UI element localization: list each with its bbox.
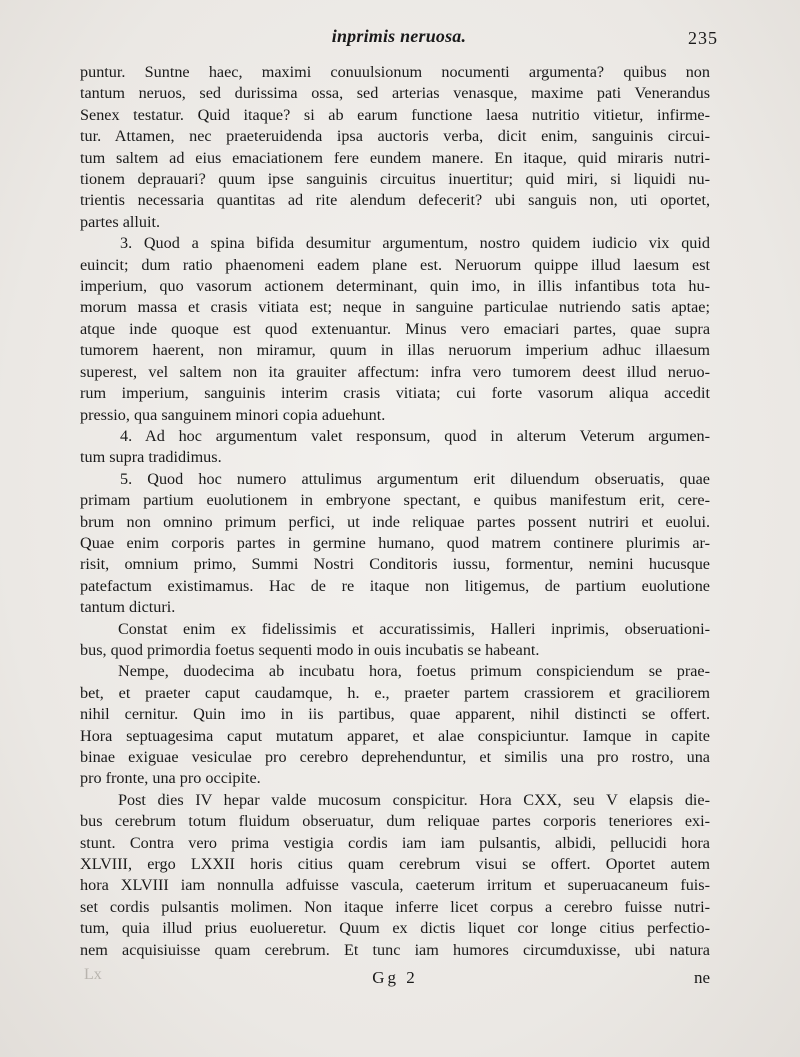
text-line: pro fronte, una pro occipite. [80,769,261,788]
text-line: 4. Ad hoc argumentum valet responsum, quod in alterum Veterum argumen- [120,426,710,445]
text-line: 3. Quod a spina bifida desumitur argumentum, nostro quidem iudicio vix quid [120,234,710,253]
text-line: euincit; dum ratio phaenomeni eadem plane est. Neruorum quippe illud laesum est [80,255,710,274]
text-line: tum saltem ad eius emaciationem fere eundem manere. En itaque, quid miraris nutri- [80,148,710,167]
running-head: inprimis neruosa. [331,26,467,46]
text-line: nem acquisiuisse quam cerebrum. Et tunc iam humores circumduxisse, ubi natura [80,940,710,959]
text-line: Quae enim corporis partes in germine humano, quod matrem continere plurimis ar- [80,533,710,552]
text-line: bet, et praeter caput caudamque, h. e., praeter partem crassiorem et graciliorem [80,683,710,702]
text-line: 5. Quod hoc numero attulimus argumentum erit diluendum obseruatis, quae [120,469,710,488]
text-line: Hora septuagesima caput mutatum apparet, et alae conspiciuntur. Iamque in capite [80,726,710,745]
text-line: binae exiguae vesiculae pro cerebro deprehenduntur, et similis una pro rostro, una [80,748,710,766]
text-line: Senex testatur. Quid itaque? si ab earum functione laesa nutritio vitietur, infirme- [80,105,710,124]
text-line: tantum dicturi. [80,598,176,617]
text-line: tur. Attamen, nec praeteruidenda ipsa auctoris verba, dicit enim, sanguinis circui- [80,127,710,146]
text-line: superest, vel saltem non ita grauiter affectum: infra vero tumorem deest illud neruo- [80,362,710,381]
text-line: puntur. Suntne haec, maximi conuulsionum nocumenti argumenta? quibus non [80,63,710,81]
text-line: trientis necessaria quantitas ad rite alendum defecerit? ubi sanguis non, uti oportet, [80,191,710,210]
text-line: rum imperium, sanguinis interim crasis vitiata; cui forte vasorum aliqua accedit [80,384,710,403]
text-line: tantum neruos, sed durissima ossa, sed arterias venasque, maxime pati Venerandus [80,84,710,103]
text-line: XLVIII, ergo LXXII horis citius quam cerebrum visui se offert. Oportet autem [80,855,710,874]
page-header [80,26,718,54]
text-line: tum supra tradidimus. [80,448,222,467]
text-line: bus, quod primordia foetus sequenti modo in ouis incubatis se habeant. [80,640,540,659]
text-line: set cordis pulsantis molimen. Non itaque inferre licet corpus a cerebro fuisse nutri- [80,897,710,916]
page-footer [80,968,710,992]
text-line: hora XLVIII iam nonnulla adfuisse vascula, caeterum irritum et superuacaneum fuis- [80,876,710,895]
text-line: imperium, quo vasorum actionem determinant, quin imo, in illis infantibus tota hu- [80,277,710,296]
catchword: ne [693,968,710,987]
text-line: patefactum existimamus. Hac de re itaque non litigemus, de partium euolutione [80,576,710,595]
text-line: tum, quia illud prius euolueretur. Quum ex dictis liquet cor longe citius perfectio- [80,919,710,938]
text-line: Constat enim ex fidelissimis et accuratissimis, Halleri inprimis, obseruationi- [118,619,710,638]
text-line: stunt. Contra vero prima vestigia cordis iam iam pulsantis, albidi, pellucidi hora [80,833,710,852]
text-line: pressio, qua sanguinem minori copia aduehunt. [80,405,386,424]
text-line: brum non omnino primum perfici, ut inde reliquae partes possent nutriri et euolui. [80,512,710,531]
signature-mark: Gg 2 [372,968,418,987]
text-line: morum massa et crasis vitiata est; neque in sanguine particulae nutriendo satis aptae; [80,298,710,317]
text-line: risit, omnium primo, Summi Nostri Conditoris iussu, formentur, nemini hucusque [80,555,710,574]
text-line: nihil cernitur. Quin imo in iis partibus, quae apparent, nihil distincti se offert. [80,705,710,724]
text-line: primam partium euolutionem in embryone spectant, e quibus manifestum erit, cere- [80,491,710,510]
margin-mark: Lx [84,966,102,983]
text-line: Nempe, duodecima ab incubatu hora, foetus primum conspiciendum se prae- [118,662,710,681]
text-line: partes alluit. [80,212,161,231]
text-line: tionem deprauari? quum ipse sanguinis circuitus inuertitur; quid miri, si liquidi nu- [80,170,710,189]
text-line: Post dies IV hepar valde mucosum conspicitur. Hora CXX, seu V elapsis die- [118,790,710,809]
text-line: atque inde quoque est quod extenuantur. Minus vero emaciari partes, quae supra [80,319,710,338]
body-text [80,62,710,961]
text-line: bus cerebrum totum fluidum obseruatur, dum reliquae partes corporis teneriores exi- [80,812,710,831]
text-line: tumorem haerent, non miramur, quum in illas neruorum imperium adhuc illaesum [80,341,710,360]
page-number: 235 [688,28,718,48]
